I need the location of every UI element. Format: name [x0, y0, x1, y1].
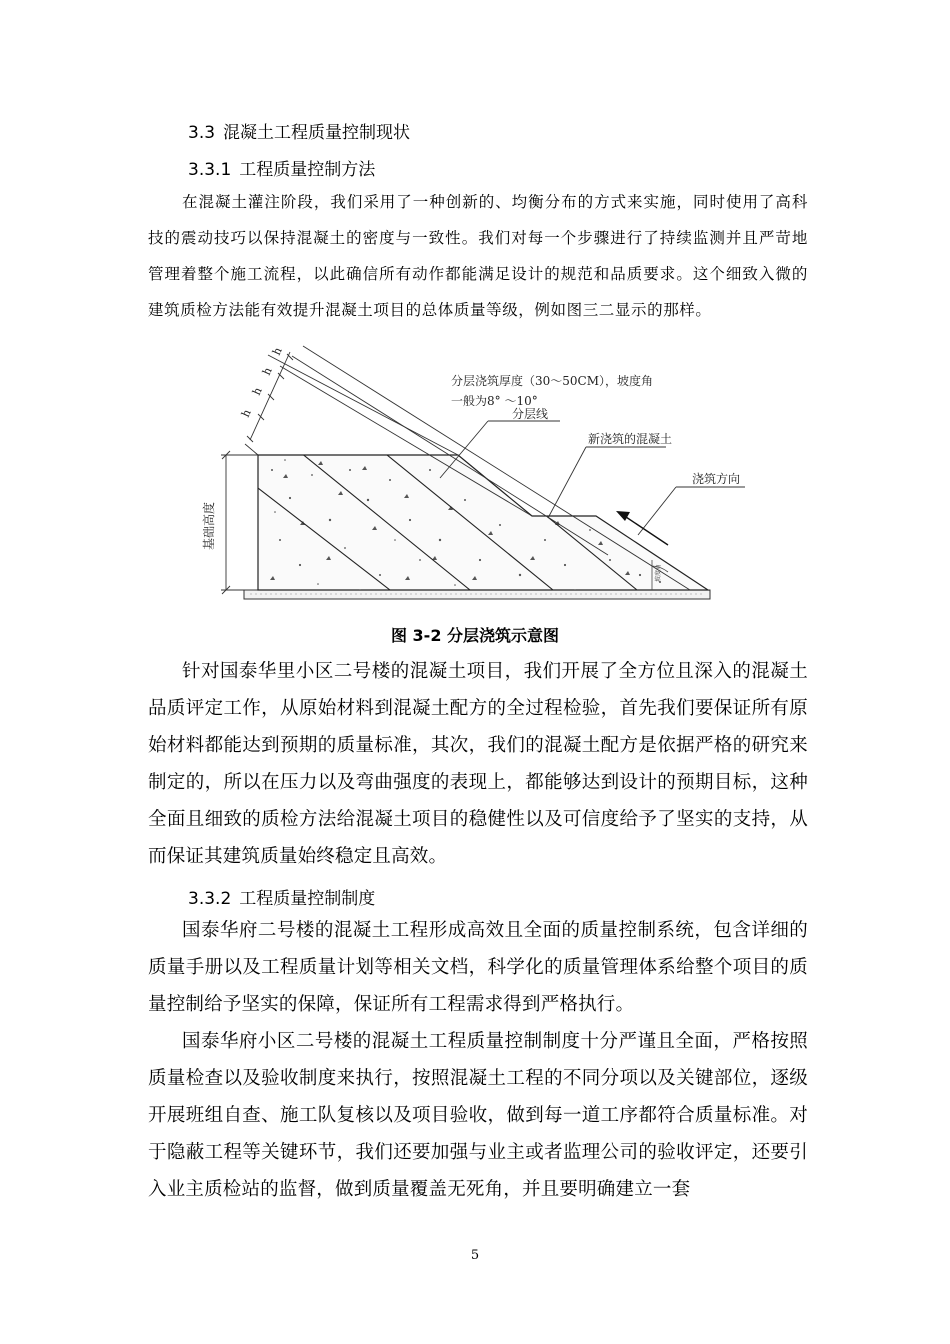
foundation-height-label: 基础高度 [202, 501, 216, 551]
concrete-body [258, 455, 708, 590]
page-number: 5 [470, 1248, 480, 1263]
h-label: h [259, 365, 275, 378]
paragraph-4: 国泰华府小区二号楼的混凝土工程质量控制制度十分严谨且全面，严格按照质量检查以及验收制度来执行，按照混凝土工程的不同分项以及关键部位，逐级开展班组自查、施工队复核以及项目验收，做到每一道工序都符合质量标准。对于隐蔽工程等关键环节，我们还要加强与业主或者监理公司的验收评定，还要引入业主质检站的监督，做到质量覆盖无死角，并且要明确建立一套 [148, 1031, 808, 1200]
direction-leader [638, 487, 745, 535]
thickness-label-line1: 分层浇筑厚度（30～50CM），坡度角 [451, 374, 654, 388]
paragraph-3: 国泰华府二号楼的混凝土工程形成高效且全面的质量控制系统，包含详细的质量手册以及工程质量计划等相关文档，科学化的质量管理体系给整个项目的质量控制给予坚实的保障，保证所有工程需求得到严格执行。 [148, 920, 808, 1015]
thickness-label-line2: 一般为8° ～10° [451, 394, 538, 408]
subsection-number: 3.3.2 [188, 889, 232, 909]
new-concrete-label: 新浇筑的混凝土 [588, 432, 673, 446]
thickness-ticks [247, 354, 293, 442]
subsection-heading-3-3-2 [188, 884, 375, 909]
figure-caption: 图 3-2 分层浇筑示意图 [390, 626, 560, 645]
pouring-direction-label: 浇筑方向 [692, 472, 741, 486]
height-dimension [221, 451, 258, 594]
subsection-title: 工程质量控制制度 [239, 889, 376, 909]
paragraph-2: 针对国泰华里小区二号楼的混凝土项目，我们开展了全方位且深入的混凝土品质评定工作，从原始材料到混凝土配方的全过程检验，首先我们要保证所有原始材料都能达到预期的质量标准，其次，我们的混凝土配方是依据严格的研究来制定的，所以在压力以及弯曲强度的表现上，都能够达到设计的预期目标，这种全面且细致的质检方法给混凝土项目的稳健性以及可信度给予了坚实的支持，从而保证其建筑质量始终稳定且高效。 [148, 661, 808, 867]
h-label: h [249, 385, 265, 398]
subsection-number: 3.3.1 [188, 160, 232, 180]
section-title: 混凝土工程质量控制现状 [223, 123, 411, 143]
slope-angle-label: 坡度角 [655, 563, 662, 582]
section-number: 3.3 [188, 123, 216, 143]
paragraph-1: 在混凝土灌注阶段，我们采用了一种创新的、均衡分布的方式来实施，同时使用了高科技的震动技巧以保持混凝土的密度与一致性。我们对每一个步骤进行了持续监测并且严苛地管理着整个施工流程，以此确信所有动作都能满足设计的规范和品质要求。这个细致入微的建筑质检方法能有效提升混凝土项目的总体质量等级，例如图三二显示的那样。 [148, 193, 808, 319]
h-labels [239, 345, 285, 419]
h-label: h [238, 407, 254, 420]
layered-pouring-diagram [0, 0, 950, 620]
layer-line-label: 分层线 [512, 407, 549, 421]
new-concrete-leader [548, 447, 666, 518]
h-label: h [269, 345, 285, 358]
base-slab [244, 590, 710, 599]
subsection-title: 工程质量控制方法 [239, 160, 376, 180]
